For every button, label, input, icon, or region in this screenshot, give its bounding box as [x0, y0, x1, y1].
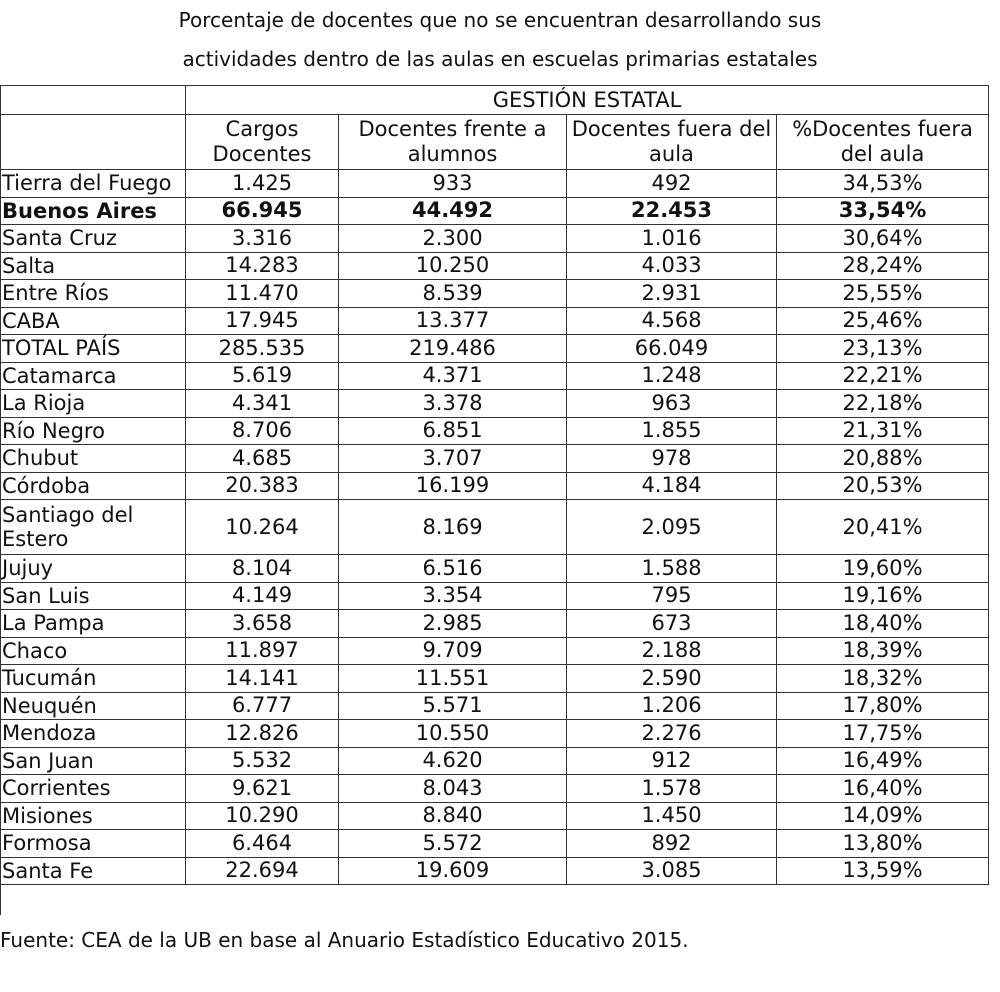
table-title-line-1: Porcentaje de docentes que no se encuentran desarrollando sus: [178, 8, 822, 32]
column-header: %Docentes fuera del aula: [777, 115, 989, 170]
value-cell: 44.492: [339, 197, 567, 225]
value-cell: 9.621: [186, 775, 339, 803]
table-row: [1, 225, 989, 253]
value-cell: 17,80%: [777, 692, 989, 720]
value-cell: 19.609: [339, 857, 567, 885]
value-cell: 13,59%: [777, 857, 989, 885]
table-row: [1, 555, 989, 583]
value-cell: 6.777: [186, 692, 339, 720]
column-header: Cargos Docentes: [186, 115, 339, 170]
value-cell: 3.707: [339, 445, 567, 473]
table-row: [1, 417, 989, 445]
table-row: [1, 500, 989, 555]
value-cell: 3.316: [186, 225, 339, 253]
value-cell: 10.550: [339, 720, 567, 748]
value-cell: 10.264: [186, 500, 339, 555]
province-cell: Tucumán: [1, 665, 186, 693]
table-row: [1, 802, 989, 830]
province-cell: Catamarca: [1, 362, 186, 390]
province-cell: Tierra del Fuego: [1, 170, 186, 198]
value-cell: 8.043: [339, 775, 567, 803]
table-row: [1, 582, 989, 610]
table-row: [1, 775, 989, 803]
value-cell: 6.464: [186, 830, 339, 858]
value-cell: 8.539: [339, 280, 567, 308]
value-cell: 5.619: [186, 362, 339, 390]
value-cell: 25,46%: [777, 307, 989, 335]
value-cell: 20,88%: [777, 445, 989, 473]
value-cell: 1.425: [186, 170, 339, 198]
value-cell: 2.590: [567, 665, 777, 693]
table-row: [1, 747, 989, 775]
value-cell: 5.571: [339, 692, 567, 720]
value-cell: 16.199: [339, 472, 567, 500]
value-cell: 4.568: [567, 307, 777, 335]
table-row: [1, 335, 989, 363]
empty-cell: [186, 885, 339, 916]
data-table: [0, 85, 989, 915]
corner-cell: [1, 115, 186, 170]
value-cell: 21,31%: [777, 417, 989, 445]
value-cell: 16,49%: [777, 747, 989, 775]
value-cell: 14,09%: [777, 802, 989, 830]
empty-cell: [339, 885, 567, 916]
value-cell: 19,16%: [777, 582, 989, 610]
value-cell: 1.016: [567, 225, 777, 253]
province-cell: Jujuy: [1, 555, 186, 583]
value-cell: 28,24%: [777, 252, 989, 280]
value-cell: 492: [567, 170, 777, 198]
province-cell: Santiago del Estero: [1, 500, 186, 555]
value-cell: 20.383: [186, 472, 339, 500]
province-cell: Entre Ríos: [1, 280, 186, 308]
value-cell: 5.532: [186, 747, 339, 775]
value-cell: 963: [567, 390, 777, 418]
table-row: [1, 665, 989, 693]
value-cell: 3.658: [186, 610, 339, 638]
value-cell: 22.694: [186, 857, 339, 885]
province-cell: San Luis: [1, 582, 186, 610]
table-title-line-2: actividades dentro de las aulas en escuelas primarias estatales: [182, 47, 818, 71]
value-cell: 22.453: [567, 197, 777, 225]
province-cell: Mendoza: [1, 720, 186, 748]
value-cell: 14.141: [186, 665, 339, 693]
empty-cell: [567, 885, 777, 916]
table-row: [1, 445, 989, 473]
value-cell: 4.184: [567, 472, 777, 500]
value-cell: 4.685: [186, 445, 339, 473]
province-cell: Santa Cruz: [1, 225, 186, 253]
value-cell: 18,39%: [777, 637, 989, 665]
table-row: [1, 170, 989, 198]
corner-cell: [1, 86, 186, 115]
value-cell: 11.551: [339, 665, 567, 693]
province-cell: Misiones: [1, 802, 186, 830]
province-cell: La Pampa: [1, 610, 186, 638]
table-row: [1, 197, 989, 225]
value-cell: 1.588: [567, 555, 777, 583]
province-cell: Córdoba: [1, 472, 186, 500]
value-cell: 20,53%: [777, 472, 989, 500]
province-cell: Chaco: [1, 637, 186, 665]
value-cell: 10.250: [339, 252, 567, 280]
value-cell: 3.085: [567, 857, 777, 885]
province-cell: Río Negro: [1, 417, 186, 445]
value-cell: 1.855: [567, 417, 777, 445]
column-header: Docentes fuera del aula: [567, 115, 777, 170]
value-cell: 2.188: [567, 637, 777, 665]
value-cell: 933: [339, 170, 567, 198]
table-row: [1, 692, 989, 720]
value-cell: 8.169: [339, 500, 567, 555]
value-cell: 22,21%: [777, 362, 989, 390]
value-cell: 3.378: [339, 390, 567, 418]
value-cell: 795: [567, 582, 777, 610]
province-cell: CABA: [1, 307, 186, 335]
province-cell: La Rioja: [1, 390, 186, 418]
value-cell: 2.985: [339, 610, 567, 638]
table-row: [1, 307, 989, 335]
value-cell: 18,40%: [777, 610, 989, 638]
province-cell: Santa Fe: [1, 857, 186, 885]
value-cell: 18,32%: [777, 665, 989, 693]
table-row: [1, 472, 989, 500]
value-cell: 23,13%: [777, 335, 989, 363]
table-row: [1, 857, 989, 885]
value-cell: 33,54%: [777, 197, 989, 225]
value-cell: 6.851: [339, 417, 567, 445]
value-cell: 4.620: [339, 747, 567, 775]
value-cell: 2.276: [567, 720, 777, 748]
value-cell: 30,64%: [777, 225, 989, 253]
value-cell: 2.931: [567, 280, 777, 308]
value-cell: 2.095: [567, 500, 777, 555]
value-cell: 19,60%: [777, 555, 989, 583]
value-cell: 4.149: [186, 582, 339, 610]
column-header: Docentes frente a alumnos: [339, 115, 567, 170]
value-cell: 3.354: [339, 582, 567, 610]
table-row: [1, 252, 989, 280]
table-row: [1, 637, 989, 665]
value-cell: 1.206: [567, 692, 777, 720]
value-cell: 13.377: [339, 307, 567, 335]
value-cell: 20,41%: [777, 500, 989, 555]
value-cell: 1.450: [567, 802, 777, 830]
value-cell: 66.049: [567, 335, 777, 363]
value-cell: 25,55%: [777, 280, 989, 308]
value-cell: 8.104: [186, 555, 339, 583]
table-row: [1, 362, 989, 390]
value-cell: 12.826: [186, 720, 339, 748]
value-cell: 66.945: [186, 197, 339, 225]
table-row: [1, 280, 989, 308]
value-cell: 6.516: [339, 555, 567, 583]
value-cell: 13,80%: [777, 830, 989, 858]
value-cell: 5.572: [339, 830, 567, 858]
value-cell: 34,53%: [777, 170, 989, 198]
value-cell: 219.486: [339, 335, 567, 363]
value-cell: 16,40%: [777, 775, 989, 803]
table-row: [1, 390, 989, 418]
province-cell: Buenos Aires: [1, 197, 186, 225]
empty-row: [1, 885, 989, 916]
value-cell: 17,75%: [777, 720, 989, 748]
empty-cell: [1, 885, 186, 916]
province-cell: Chubut: [1, 445, 186, 473]
empty-cell: [777, 885, 989, 916]
table-row: [1, 830, 989, 858]
value-cell: 4.371: [339, 362, 567, 390]
value-cell: 1.578: [567, 775, 777, 803]
value-cell: 11.897: [186, 637, 339, 665]
value-cell: 2.300: [339, 225, 567, 253]
group-header: GESTIÓN ESTATAL: [186, 86, 989, 115]
value-cell: 8.840: [339, 802, 567, 830]
value-cell: 9.709: [339, 637, 567, 665]
value-cell: 1.248: [567, 362, 777, 390]
province-cell: Corrientes: [1, 775, 186, 803]
group-header-row: [1, 86, 989, 115]
value-cell: 14.283: [186, 252, 339, 280]
source-note: Fuente: CEA de la UB en base al Anuario Estadístico Educativo 2015.: [0, 928, 689, 952]
value-cell: 4.033: [567, 252, 777, 280]
column-header-row: [1, 115, 989, 170]
table-row: [1, 610, 989, 638]
value-cell: 912: [567, 747, 777, 775]
province-cell: TOTAL PAÍS: [1, 335, 186, 363]
province-cell: Salta: [1, 252, 186, 280]
value-cell: 17.945: [186, 307, 339, 335]
province-cell: Formosa: [1, 830, 186, 858]
value-cell: 4.341: [186, 390, 339, 418]
value-cell: 22,18%: [777, 390, 989, 418]
province-cell: San Juan: [1, 747, 186, 775]
value-cell: 892: [567, 830, 777, 858]
value-cell: 285.535: [186, 335, 339, 363]
value-cell: 978: [567, 445, 777, 473]
province-cell: Neuquén: [1, 692, 186, 720]
table-row: [1, 720, 989, 748]
value-cell: 10.290: [186, 802, 339, 830]
value-cell: 8.706: [186, 417, 339, 445]
value-cell: 11.470: [186, 280, 339, 308]
value-cell: 673: [567, 610, 777, 638]
